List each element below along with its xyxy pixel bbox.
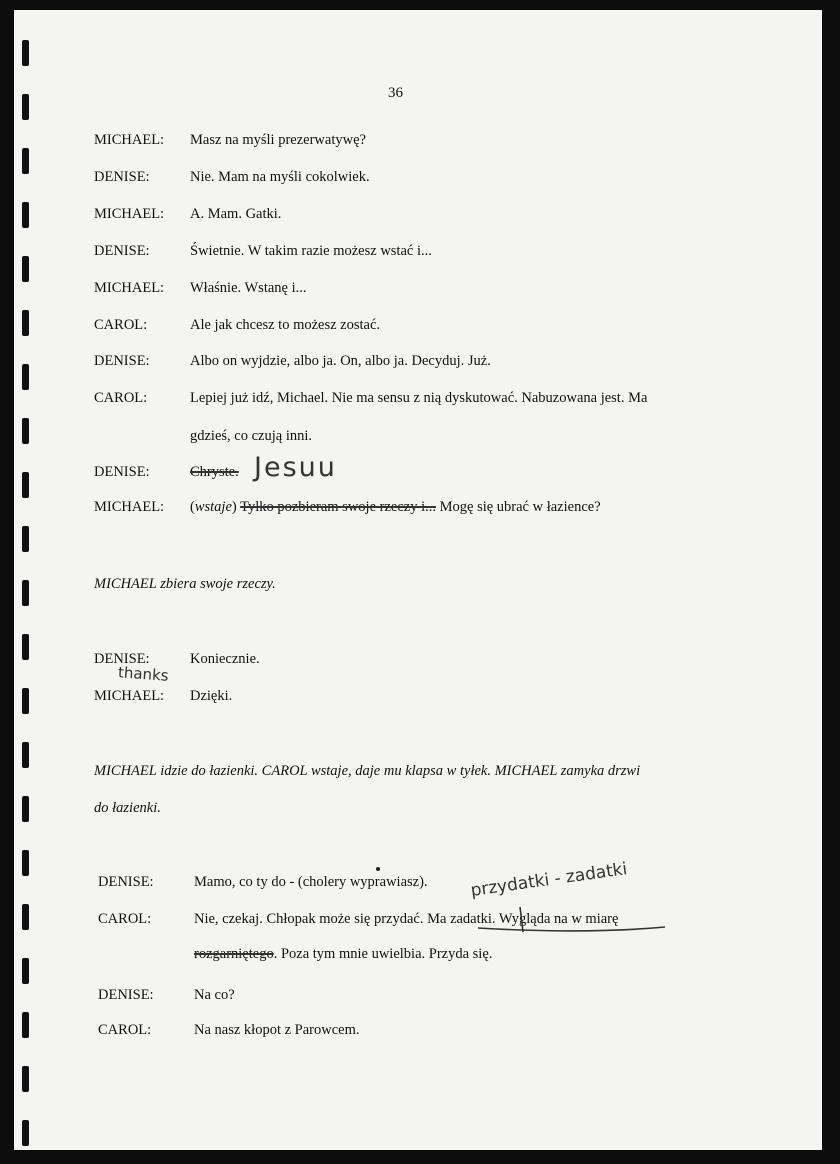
dialogue-line: Lepiej już idź, Michael. Nie ma sensu z nią dyskutować. Nabuzowana jest. Ma (190, 390, 648, 406)
dialogue-line: Dzięki. (190, 688, 233, 704)
binding-hole (22, 40, 29, 66)
dialogue-line: Nie. Mam na myśli cokolwiek. (190, 169, 370, 185)
page-number: 36 (388, 85, 403, 101)
dialogue-line: Nie, czekaj. Chłopak może się przydać. Ma zadatki. Wygląda na w miarę (194, 911, 619, 927)
stage-direction: MICHAEL zbiera swoje rzeczy. (94, 576, 276, 592)
dialogue-line-continued (194, 946, 492, 963)
speaker: MICHAEL: (94, 206, 165, 222)
binding-hole (22, 904, 29, 930)
struck-text: Tylko pozbieram swoje rzeczy i... (240, 499, 436, 515)
struck-text: rozgarniętego (194, 946, 274, 962)
speaker: MICHAEL: (94, 688, 165, 704)
speaker: DENISE: (94, 651, 150, 667)
speaker: DENISE: (98, 987, 154, 1003)
stage-direction: do łazienki. (94, 800, 161, 816)
binding-hole (22, 310, 29, 336)
dialogue-line: A. Mam. Gatki. (190, 206, 282, 222)
speaker: MICHAEL: (94, 499, 165, 515)
binding-hole (22, 850, 29, 876)
speaker: DENISE: (94, 169, 150, 185)
stage-direction: MICHAEL idzie do łazienki. CAROL wstaje, daje mu klapsa w tyłek. MICHAEL zamyka drzwi (94, 763, 641, 779)
dialogue-line: Na nasz kłopot z Parowcem. (194, 1022, 360, 1038)
speaker: CAROL: (98, 1022, 152, 1038)
binding-holes (22, 0, 34, 1164)
handwritten-note-thanks: thanks (117, 663, 170, 685)
binding-hole (22, 1120, 29, 1146)
dialogue-line-continued: gdzieś, co czują inni. (190, 428, 312, 444)
binding-hole (22, 1012, 29, 1038)
speaker: CAROL: (94, 317, 148, 333)
handwritten-note-jesuu: Jesuu (254, 452, 337, 483)
binding-hole (22, 94, 29, 120)
dialogue-line: Masz na myśli prezerwatywę? (190, 132, 366, 148)
dialogue-line: Świetnie. W takim razie możesz wstać i... (190, 243, 432, 259)
binding-hole (22, 796, 29, 822)
speaker: MICHAEL: (94, 132, 165, 148)
dialogue-line: Ale jak chcesz to możesz zostać. (190, 317, 381, 333)
dialogue-line: Na co? (194, 987, 235, 1003)
parenthetical: wstaje (194, 499, 232, 515)
binding-hole (22, 580, 29, 606)
binding-hole (22, 742, 29, 768)
binding-hole (22, 148, 29, 174)
binding-hole (22, 634, 29, 660)
binding-hole (22, 472, 29, 498)
binding-hole (22, 526, 29, 552)
binding-hole (22, 1066, 29, 1092)
speaker: MICHAEL: (94, 280, 165, 296)
dialogue-line: Właśnie. Wstanę i... (190, 280, 307, 296)
speaker: DENISE: (98, 874, 154, 890)
speaker: DENISE: (94, 353, 150, 369)
dialogue-line: (wstaje) Tylko pozbieram swoje rzeczy i... Mogę się ubrać w łazience? (190, 499, 601, 515)
handwritten-note-przydatki: przydatki - zadatki (469, 859, 629, 901)
speaker: DENISE: (94, 464, 150, 480)
binding-hole (22, 256, 29, 282)
speaker: CAROL: (94, 390, 148, 406)
dialogue-line: Koniecznie. (190, 651, 260, 667)
binding-hole (22, 958, 29, 984)
dialogue-text: . Poza tym mnie uwielbia. Przyda się. (273, 946, 493, 962)
speaker: CAROL: (98, 911, 152, 927)
dialogue-text: Mogę się ubrać w łazience? (439, 499, 601, 515)
speaker: DENISE: (94, 243, 150, 259)
dialogue-line: Mamo, co ty do - (cholery wyprawiasz). (194, 874, 428, 890)
binding-hole (22, 364, 29, 390)
binding-hole (22, 688, 29, 714)
dialogue-line: Albo on wyjdzie, albo ja. On, albo ja. Decyduj. Już. (190, 353, 491, 369)
dialogue-line (190, 464, 239, 481)
binding-hole (22, 202, 29, 228)
binding-hole (22, 418, 29, 444)
struck-text: Chryste. (190, 464, 239, 480)
